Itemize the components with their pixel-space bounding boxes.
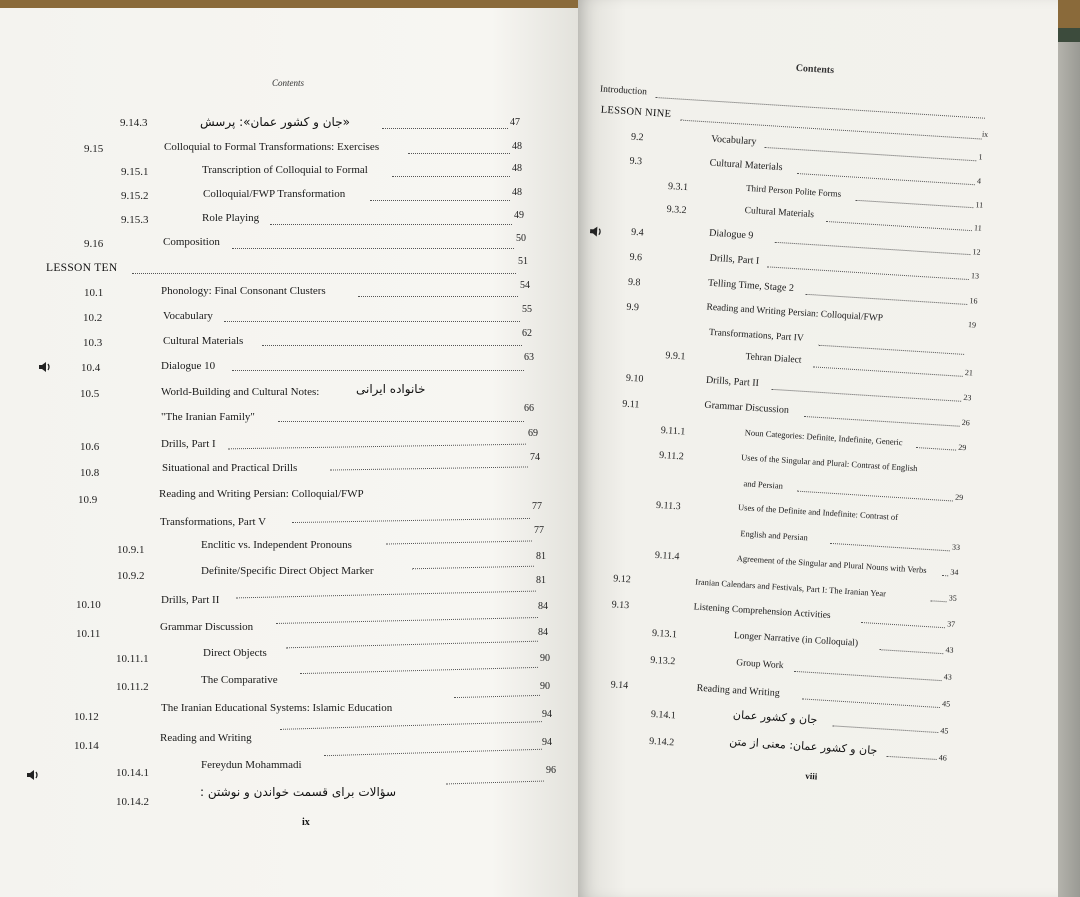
entry-page: 62: [522, 328, 532, 339]
entry-number: 9.13: [611, 599, 630, 612]
entry-label: Vocabulary: [710, 133, 757, 148]
entry-page: 33: [951, 542, 961, 552]
entry-page: 54: [520, 280, 530, 291]
entry-number: 9.6: [629, 251, 643, 264]
entry-label: Dialogue 10: [161, 360, 216, 372]
entry-page: 29: [957, 442, 967, 453]
entry-page: 55: [522, 304, 532, 315]
entry-number: 9.16: [84, 238, 104, 250]
entry-number: 10.2: [83, 312, 103, 324]
entry-page: 81: [536, 575, 546, 586]
entry-label: Listening Comprehension Activities: [693, 602, 831, 622]
entry-label-persian: خانواده ایرانی: [356, 382, 426, 396]
entry-number: 9.8: [627, 276, 641, 289]
entry-number: 9.15.3: [121, 214, 149, 226]
entry-page: 48: [512, 163, 522, 174]
entry-page: 63: [524, 352, 534, 363]
entry-number: 9.12: [612, 573, 632, 586]
lesson-title: LESSON TEN: [46, 262, 118, 274]
entry-label: Cultural Materials: [744, 205, 815, 221]
entry-page: 11: [975, 200, 984, 210]
entry-number: 9.15.1: [121, 166, 149, 178]
entry-label: Reading and Writing Persian: Colloquial/FWP: [706, 302, 884, 324]
entry-number: 9.15.2: [121, 190, 149, 202]
speaker-icon: [589, 225, 604, 238]
entry-label: Drills, Part I: [709, 252, 760, 267]
entry-label: Colloquial/FWP Transformation: [203, 188, 346, 200]
entry-number: 9.14: [610, 679, 629, 692]
entry-label: Iranian Calendars and Festivals, Part I: The Iranian Year: [694, 576, 887, 599]
entry-label-continued: Transformations, Part V: [160, 516, 267, 528]
right-page: [578, 0, 1058, 897]
entry-label: Definite/Specific Direct Object Marker: [201, 565, 374, 577]
entry-label: Reading and Writing Persian: Colloquial/FWP: [159, 488, 364, 500]
entry-page: 43: [945, 645, 954, 655]
entry-label: Grammar Discussion: [704, 399, 790, 416]
entry-label: Group Work: [735, 658, 784, 672]
entry-number: 10.14.1: [116, 767, 149, 779]
entry-page: 29: [954, 492, 964, 503]
entry-label: Cultural Materials: [709, 157, 783, 174]
entry-number: 10.14: [74, 740, 99, 752]
entry-page: 90: [540, 653, 550, 664]
entry-label: Composition: [163, 236, 220, 248]
entry-page: 49: [514, 210, 524, 221]
entry-label: Noun Categories: Definite, Indefinite, Generic: [744, 427, 903, 448]
entry-number: 10.1: [84, 287, 104, 299]
entry-page: 84: [538, 627, 548, 638]
entry-label: Third Person Polite Forms: [745, 182, 842, 199]
entry-number: 9.11.4: [654, 549, 680, 563]
entry-page: 94: [542, 737, 552, 748]
entry-page: 74: [530, 452, 540, 463]
entry-number: 9.2: [630, 131, 644, 144]
entry-label: Drills, Part II: [705, 374, 760, 390]
entry-page: 26: [961, 417, 971, 428]
entry-label: Drills, Part II: [161, 594, 220, 606]
page-number: ix: [302, 817, 310, 828]
entry-page: 77: [534, 525, 544, 536]
entry-label-continued: "The Iranian Family": [161, 411, 255, 423]
entry-number: 10.11: [76, 628, 101, 640]
entry-label: Role Playing: [202, 212, 260, 224]
entry-page: 81: [536, 551, 546, 562]
entry-number: 10.9.1: [117, 544, 145, 556]
entry-page: 77: [532, 501, 542, 512]
entry-page: 45: [941, 699, 951, 709]
entry-number: 9.15: [84, 143, 104, 155]
entry-label: Uses of the Singular and Plural: Contrast of English: [740, 452, 918, 474]
entry-page: 19: [967, 320, 977, 330]
entry-label: «جان و کشور عمان»: پرسش: [200, 115, 350, 129]
entry-number: 9.13.1: [651, 627, 678, 641]
entry-label: Introduction: [599, 84, 648, 98]
entry-label: Agreement of the Singular and Plural Nouns with Verbs: [736, 553, 927, 575]
entry-page: 13: [970, 271, 980, 281]
page-header: Contents: [272, 78, 305, 88]
entry-label: Reading and Writing: [696, 682, 781, 699]
entry-label: Reading and Writing: [160, 732, 252, 744]
entry-page: 69: [528, 428, 538, 439]
entry-page: 90: [540, 681, 550, 692]
entry-number: 10.12: [74, 711, 99, 723]
entry-label: Situational and Practical Drills: [162, 462, 298, 474]
entry-page: 94: [542, 709, 552, 720]
entry-page: 4: [976, 176, 982, 186]
page-number: viii: [805, 770, 818, 782]
entry-label: Tehran Dialect: [745, 352, 802, 366]
entry-label: جان و کشور عمان: [732, 708, 818, 727]
entry-page: 35: [948, 593, 958, 603]
entry-number: 10.10: [76, 599, 101, 611]
entry-page: 1: [978, 152, 983, 162]
entry-number: 9.14.2: [648, 735, 675, 749]
entry-number: 9.4: [630, 226, 644, 239]
entry-number: 10.9.2: [117, 570, 145, 582]
entry-number: 9.11.2: [658, 449, 685, 463]
entry-page: 96: [546, 765, 556, 776]
left-page: [0, 8, 578, 897]
entry-page: 11: [973, 223, 983, 233]
entry-number: 9.3.1: [667, 180, 689, 194]
entry-number: 9.3.2: [666, 203, 687, 217]
entry-label-continued: and Persian: [743, 478, 784, 491]
entry-page: ix: [981, 129, 989, 139]
entry-label: سؤالات برای قسمت خواندن و نوشتن :: [200, 785, 397, 799]
entry-number: 9.14.1: [650, 708, 677, 722]
entry-number: 10.5: [80, 388, 100, 400]
entry-number: 9.11.3: [655, 499, 681, 513]
entry-label: Telling Time, Stage 2: [707, 277, 795, 295]
entry-page: 43: [943, 672, 953, 682]
entry-page: 66: [524, 403, 534, 414]
entry-number: 10.14.2: [116, 796, 149, 808]
entry-number: 10.6: [80, 441, 100, 453]
entry-page: 51: [518, 256, 528, 267]
lesson-title: LESSON NINE: [600, 104, 672, 121]
entry-number: 9.9: [626, 301, 640, 314]
speaker-icon: [38, 361, 52, 373]
entry-page: 47: [510, 117, 520, 128]
entry-number: 9.11.1: [660, 424, 686, 438]
entry-number: 10.9: [78, 494, 98, 506]
entry-page: 21: [964, 367, 974, 378]
entry-page: 48: [512, 187, 522, 198]
entry-number: 10.8: [80, 467, 100, 479]
page-header: Contents: [795, 62, 835, 77]
entry-number: 9.9.1: [665, 350, 686, 363]
entry-label: Colloquial to Formal Transformations: Exercises: [164, 141, 380, 153]
entry-number: 9.11: [621, 398, 640, 411]
entry-label: Cultural Materials: [163, 335, 244, 347]
entry-number: 10.4: [81, 362, 101, 374]
entry-number: 10.11.1: [116, 653, 149, 665]
entry-label: Fereydun Mohammadi: [201, 759, 302, 771]
entry-number: 9.3: [629, 155, 643, 168]
entry-page: 34: [950, 567, 959, 577]
entry-number: 10.11.2: [116, 681, 149, 693]
entry-label: Dialogue 9: [708, 227, 754, 242]
entry-label: Direct Objects: [203, 647, 267, 659]
entry-page: 12: [972, 247, 981, 257]
speaker-icon: [26, 769, 40, 781]
entry-number: 9.14.3: [120, 117, 148, 129]
entry-page: 50: [516, 233, 526, 244]
entry-page: 37: [946, 619, 956, 629]
entry-label-continued: English and Persian: [740, 528, 809, 543]
entry-page: 45: [940, 726, 949, 736]
entry-label: Enclitic vs. Independent Pronouns: [201, 539, 352, 551]
entry-label: Uses of the Definite and Indefinite: Contrast of: [737, 502, 899, 523]
entry-page: 23: [963, 392, 972, 403]
entry-number: 9.10: [625, 372, 644, 385]
entry-label-continued: Transformations, Part IV: [708, 327, 805, 344]
entry-label: Vocabulary: [163, 310, 213, 322]
entry-page: 48: [512, 141, 522, 152]
entry-label: Phonology: Final Consonant Clusters: [161, 285, 326, 297]
entry-page: 84: [538, 601, 548, 612]
entry-label: The Comparative: [201, 674, 278, 686]
entry-page: 46: [938, 753, 948, 763]
entry-label: Longer Narrative (in Colloquial): [733, 630, 859, 649]
entry-label: Grammar Discussion: [160, 621, 254, 633]
entry-page: 16: [969, 296, 978, 306]
entry-number: 10.3: [83, 337, 103, 349]
entry-label: Drills, Part I: [161, 438, 216, 450]
entry-label: The Iranian Educational Systems: Islamic Education: [161, 702, 393, 714]
entry-label: Transcription of Colloquial to Formal: [202, 164, 368, 176]
entry-label: جان و کشور عمان: معنی از متن: [728, 734, 878, 758]
entry-number: 9.13.2: [649, 654, 676, 668]
entry-label: World-Building and Cultural Notes:: [161, 386, 320, 398]
